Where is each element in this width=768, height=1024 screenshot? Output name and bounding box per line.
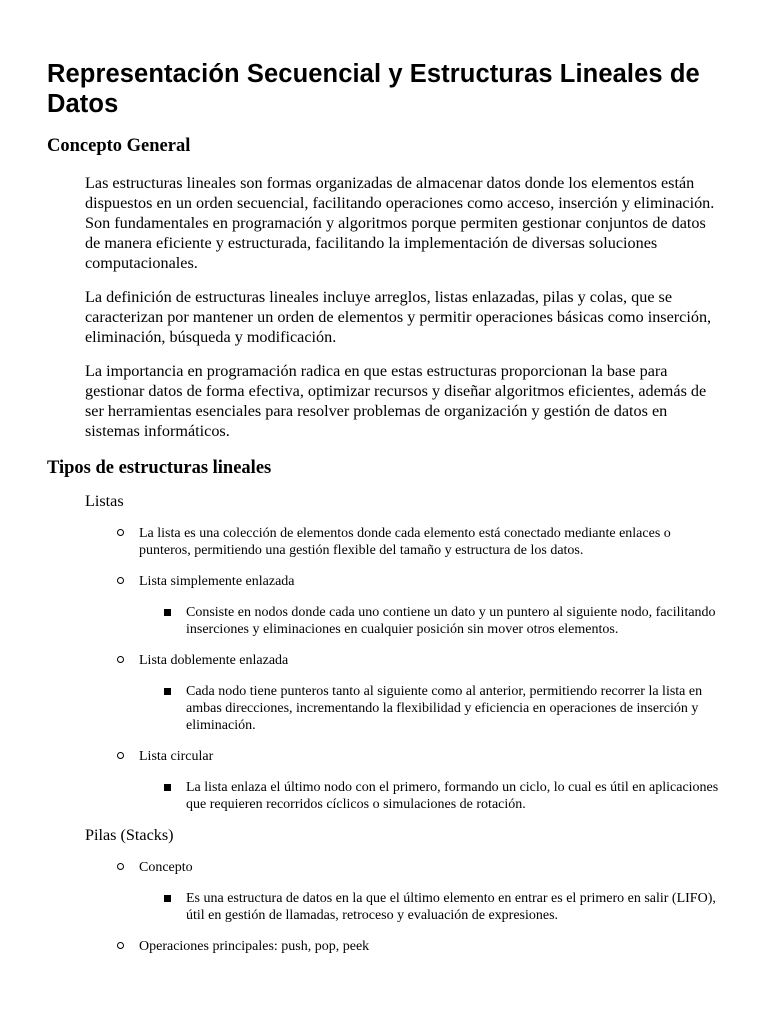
sub-list-item-text: Cada nodo tiene punteros tanto al siguiente como al anterior, permitiendo recorrer la lista en ambas direcciones, incrementando la flexibilidad y eficiencia en operaciones de inserción y eliminación. [186, 684, 703, 733]
sub-list-item [186, 779, 724, 813]
list-item [139, 859, 724, 876]
paragraph-2: La definición de estructuras lineales incluye arreglos, listas enlazadas, pilas y colas, que se caracterizan por mantener un orden de elementos y permitir operaciones básicas como inserción, eliminación, búsqueda y modificación. [85, 288, 712, 346]
sub-list-item [186, 604, 724, 638]
square-bullet-icon [164, 688, 171, 695]
list-item [139, 748, 724, 765]
sub-list-item [186, 683, 724, 734]
list-item-text: La lista es una colección de elementos donde cada elemento está conectado mediante enlaces o punteros, permitiendo una gestión flexible del tamaño y estructura de los datos. [139, 526, 671, 558]
paragraph-1: Las estructuras lineales son formas organizadas de almacenar datos donde los elementos están dispuestos en un orden secuencial, facilitando operaciones como acceso, inserción y eliminación. Son fundamentales en programación y algoritmos porque permiten gestionar conjuntos de datos de manera eficiente y estructurada, facilitando la implementación de diversas soluciones computacionales. [85, 174, 715, 272]
list-heading-listas: Listas [85, 492, 124, 510]
sub-list-item [186, 890, 724, 924]
hollow-circle-bullet-icon [117, 529, 124, 536]
list-item [139, 573, 724, 590]
sub-list-item-text: La lista enlaza el último nodo con el primero, formando un ciclo, lo cual es útil en aplicaciones que requieren recorridos cíclicos o simulaciones de rotación. [186, 780, 719, 812]
section-heading-concepto-general: Concepto General [47, 136, 191, 156]
square-bullet-icon [164, 609, 171, 616]
list-item-text: Concepto [139, 860, 193, 875]
list-item [139, 938, 724, 955]
hollow-circle-bullet-icon [117, 942, 124, 949]
hollow-circle-bullet-icon [117, 577, 124, 584]
square-bullet-icon [164, 895, 171, 902]
list-item-text: Lista doblemente enlazada [139, 653, 289, 668]
square-bullet-icon [164, 784, 171, 791]
sub-list-item-text: Consiste en nodos donde cada uno contiene un dato y un puntero al siguiente nodo, facilitando inserciones y eliminaciones en cualquier posición sin mover otros elementos. [186, 605, 716, 637]
hollow-circle-bullet-icon [117, 752, 124, 759]
list-heading-pilas: Pilas (Stacks) [85, 826, 174, 844]
paragraph-3: La importancia en programación radica en que estas estructuras proporcionan la base para gestionar datos de forma efectiva, optimizar recursos y diseñar algoritmos eficientes, además de ser herramientas esenciales para resolver problemas de organización y gestión de datos en sistemas informáticos. [85, 362, 707, 440]
hollow-circle-bullet-icon [117, 656, 124, 663]
document-title: Representación Secuencial y Estructuras Lineales de Datos [47, 60, 700, 118]
list-item-text: Operaciones principales: push, pop, peek [139, 939, 370, 954]
list-item-text: Lista simplemente enlazada [139, 574, 295, 589]
list-item-text: Lista circular [139, 749, 214, 764]
section-heading-tipos: Tipos de estructuras lineales [47, 458, 272, 478]
sub-list-item-text: Es una estructura de datos en la que el último elemento en entrar es el primero en salir (LIFO), útil en gestión de llamadas, retroceso y evaluación de expresiones. [186, 891, 716, 923]
hollow-circle-bullet-icon [117, 863, 124, 870]
list-item [139, 525, 724, 559]
list-item [139, 652, 724, 669]
